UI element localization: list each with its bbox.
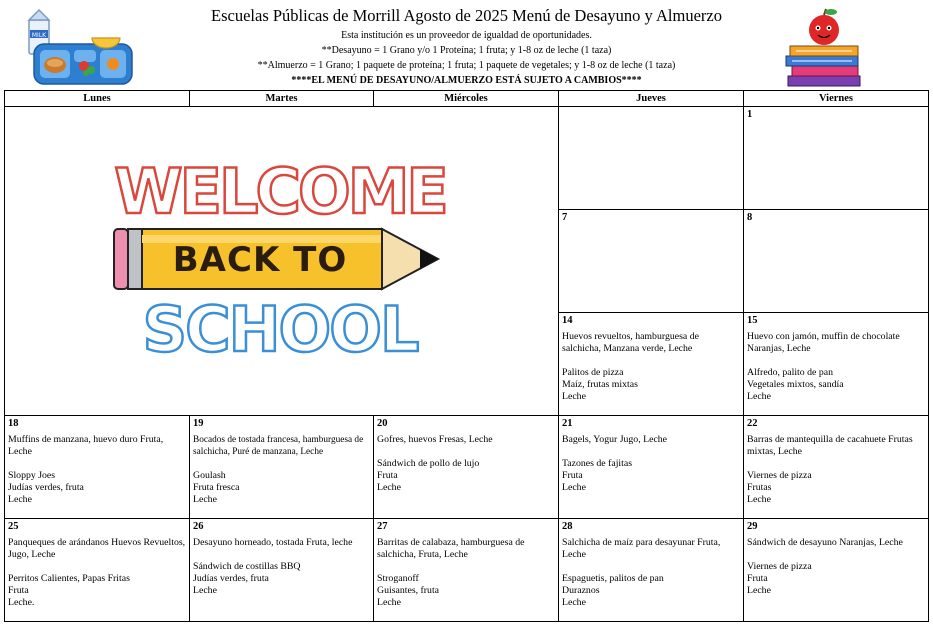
week-row: [5, 519, 929, 622]
day-number: 7: [562, 212, 568, 223]
lunch-main: Tazones de fajitas: [562, 458, 633, 469]
lunch-drink: Leche: [377, 482, 401, 493]
weekday-header-row: [5, 91, 929, 107]
menu-calendar: [4, 90, 929, 622]
day-cell: [559, 313, 744, 416]
day-number: 18: [8, 418, 19, 429]
breakfast-items: Bocados de tostada francesa, hamburguesa de salchicha, Puré de manzana, Leche: [193, 435, 364, 457]
day-number: 15: [747, 315, 758, 326]
lunch-drink: Leche: [377, 597, 401, 608]
lunch-drink: Leche: [747, 585, 771, 596]
lunch-drink: Leche: [562, 482, 586, 493]
school-word: SCHOOL: [142, 293, 418, 366]
lunch-main: Perritos Calientes, Papas Fritas: [8, 573, 130, 584]
day-number: 1: [747, 109, 753, 120]
breakfast-items: Desayuno horneado, tostada Fruta, leche: [193, 537, 353, 548]
breakfast-items: Gofres, huevos Fresas, Leche: [377, 434, 493, 445]
lunch-main: Sándwich de costillas BBQ: [193, 561, 301, 572]
day-cell: [190, 416, 374, 519]
lunch-drink: Leche: [562, 391, 586, 402]
lunch-drink: Leche: [193, 585, 217, 596]
lunch-sides: Fruta fresca: [193, 482, 240, 493]
day-cell: [5, 416, 190, 519]
weekday-header: Lunes: [5, 91, 190, 107]
day-number: 19: [193, 418, 204, 429]
weekday-header: Martes: [190, 91, 374, 107]
lunch-sides: Judías verdes, fruta: [193, 573, 269, 584]
lunch-sides: Duraznos: [562, 585, 600, 596]
day-number: 27: [377, 521, 388, 532]
breakfast-items: Muffins de manzana, huevo duro Fruta, Leche: [8, 434, 164, 457]
day-cell: [744, 519, 929, 622]
lunch-rule: **Almuerzo = 1 Grano; 1 paquete de proteína; 1 fruta; 1 paquete de vegetales; y 1-8 oz de leche (1 taza): [257, 60, 676, 71]
lunch-sides: Frutas: [747, 482, 772, 493]
back-to-word: BACK TO: [172, 240, 348, 280]
breakfast-items: Barras de mantequilla de cacahuete Frutas mixtas, Leche: [747, 434, 913, 457]
lunch-sides: Fruta: [562, 470, 583, 481]
milk-label: MILK: [31, 32, 47, 39]
lunch-main: Palitos de pizza: [562, 367, 624, 378]
lunch-drink: Leche: [747, 391, 771, 402]
lunch-sides: Fruta: [377, 470, 398, 481]
lunch-drink: Leche: [8, 494, 32, 505]
breakfast-items: Huevo con jamón, muffin de chocolate Naranjas, Leche: [747, 331, 900, 354]
lunch-main: Sándwich de pollo de lujo: [377, 458, 480, 469]
day-cell: [744, 416, 929, 519]
week-row: [5, 107, 929, 210]
day-cell: [744, 107, 929, 210]
day-number: 26: [193, 521, 204, 532]
weekday-header: Miércoles: [374, 91, 559, 107]
day-number: 28: [562, 521, 573, 532]
welcome-back-banner: [5, 107, 559, 416]
lunch-main: Sloppy Joes: [8, 470, 56, 481]
page-title: Escuelas Públicas de Morrill Agosto de 2025 Menú de Desayuno y Almuerzo: [211, 6, 722, 25]
weekday-header: Viernes: [744, 91, 929, 107]
menu-header: [0, 0, 933, 90]
day-number: 25: [8, 521, 19, 532]
lunch-main: Goulash: [193, 470, 226, 481]
breakfast-items: Bagels, Yogur Jugo, Leche: [562, 434, 668, 445]
day-cell: [559, 416, 744, 519]
day-cell: [559, 210, 744, 313]
day-number: 21: [562, 418, 573, 429]
welcome-back-to-school-graphic: [108, 155, 453, 367]
day-cell: [559, 519, 744, 622]
breakfast-items: Panqueques de arándanos Huevos Revueltos, Jugo, Leche: [8, 537, 186, 560]
day-cell: [374, 416, 559, 519]
day-cell: [190, 519, 374, 622]
breakfast-items: Barritas de calabaza, hamburguesa de salchicha, Fruta, Leche: [377, 537, 525, 560]
lunch-main: Stroganoff: [377, 573, 419, 584]
welcome-word: WELCOME: [114, 155, 446, 228]
lunch-sides: Maíz, frutas mixtas: [562, 379, 638, 390]
lunch-drink: Leche.: [8, 597, 35, 608]
day-cell: [744, 210, 929, 313]
lunch-main: Viernes de pizza: [747, 470, 812, 481]
day-cell-empty: [559, 107, 744, 210]
lunch-sides: Vegetales mixtos, sandía: [747, 379, 844, 390]
weekday-header: Jueves: [559, 91, 744, 107]
lunch-drink: Leche: [193, 494, 217, 505]
breakfast-items: Sándwich de desayuno Naranjas, Leche: [747, 537, 903, 548]
lunch-sides: Judías verdes, fruta: [8, 482, 84, 493]
day-cell: [5, 519, 190, 622]
lunch-sides: Fruta: [747, 573, 768, 584]
day-number: 14: [562, 315, 573, 326]
lunch-main: Viernes de pizza: [747, 561, 812, 572]
lunch-sides: Guisantes, fruta: [377, 585, 440, 596]
day-cell: [744, 313, 929, 416]
lunch-main: Alfredo, palito de pan: [747, 367, 833, 378]
week-row: [5, 416, 929, 519]
breakfast-rule: **Desayuno = 1 Grano y/o 1 Proteína; 1 fruta; y 1-8 oz de leche (1 taza): [321, 45, 612, 56]
breakfast-items: Huevos revueltos, hamburguesa de salchicha, Manzana verde, Leche: [562, 331, 699, 354]
day-cell: [374, 519, 559, 622]
day-number: 20: [377, 418, 388, 429]
day-number: 8: [747, 212, 753, 223]
day-number: 22: [747, 418, 758, 429]
lunch-main: Espaguetis, palitos de pan: [562, 573, 664, 584]
apple-books-icon: [782, 6, 866, 88]
day-number: 29: [747, 521, 758, 532]
lunch-drink: Leche: [562, 597, 586, 608]
subject-to-change-note: ****EL MENÚ DE DESAYUNO/ALMUERZO ESTÁ SUJETO A CAMBIOS****: [291, 75, 642, 86]
equal-opportunity-note: Esta institución es un proveedor de igualdad de oportunidades.: [341, 30, 592, 41]
breakfast-items: Salchicha de maíz para desayunar Fruta, Leche: [562, 537, 721, 560]
lunch-sides: Fruta: [8, 585, 29, 596]
lunch-drink: Leche: [747, 494, 771, 505]
